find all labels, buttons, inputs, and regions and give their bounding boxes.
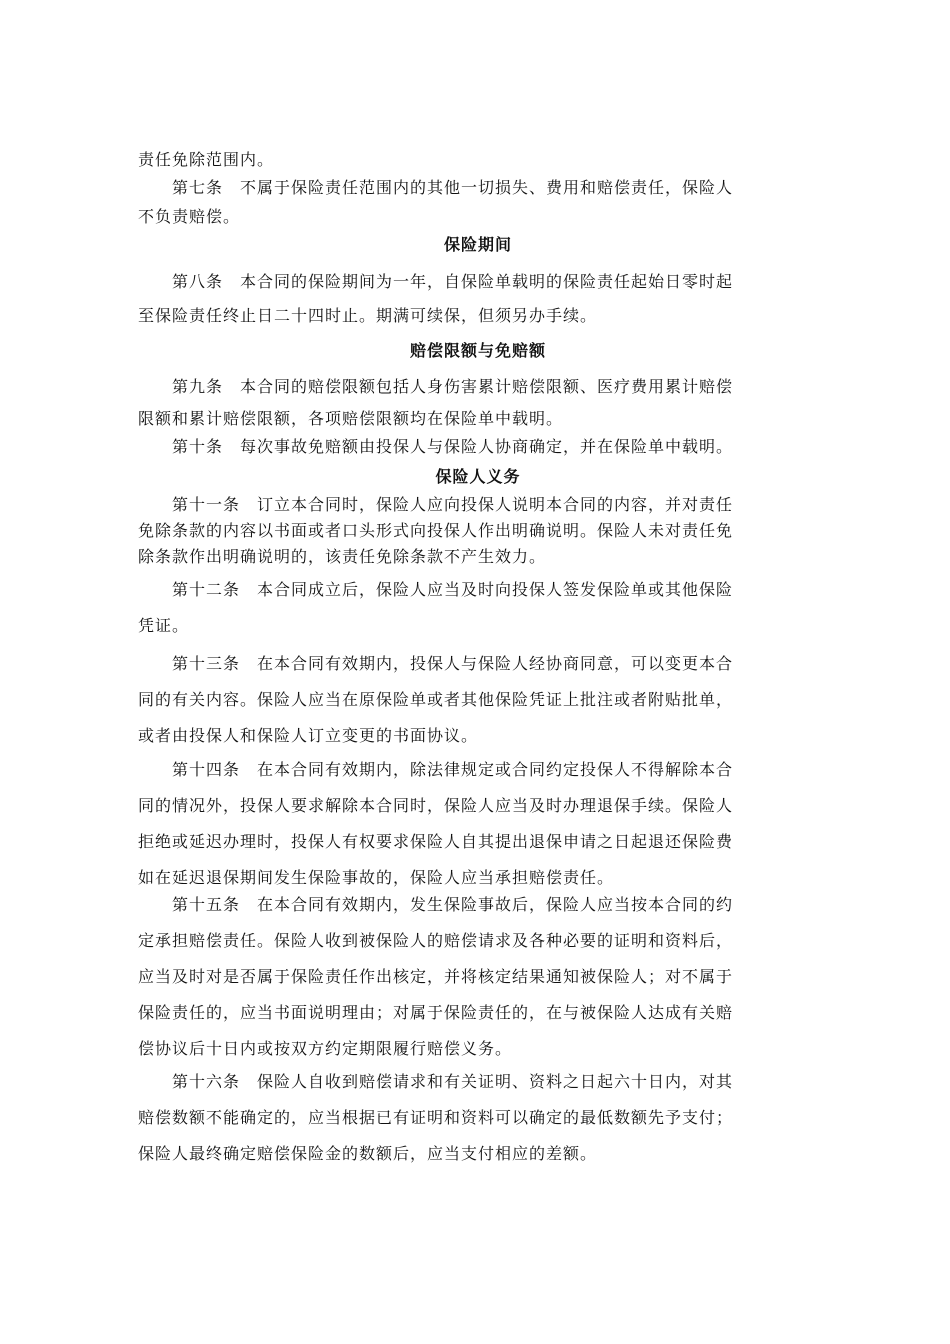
- text-line: 定承担赔偿责任。保险人收到被保险人的赔偿请求及各种必要的证明和资料后，: [138, 931, 734, 950]
- section-heading-limits: 赔偿限额与免赔额: [409, 341, 546, 360]
- text-line: 限额和累计赔偿限额，各项赔偿限额均在保险单中载明。: [138, 409, 564, 428]
- text-line: 第十三条 在本合同有效期内，投保人与保险人经协商同意，可以变更本合: [138, 654, 734, 673]
- text-line: 第十五条 在本合同有效期内，发生保险事故后，保险人应当按本合同的约: [138, 895, 734, 914]
- text-line: 偿协议后十日内或按双方约定期限履行赔偿义务。: [138, 1039, 513, 1058]
- text-line: 保险责任的，应当书面说明理由；对属于保险责任的，在与被保险人达成有关赔: [138, 1003, 734, 1022]
- paragraph-article-8: [138, 265, 818, 333]
- paragraph-article-16: [138, 1064, 818, 1172]
- text-line: 如在延迟退保期间发生保险事故的，保险人应当承担赔偿责任。: [138, 868, 615, 887]
- text-line: 第十一条 订立本合同时，保险人应向投保人说明本合同的内容，并对责任: [138, 495, 734, 514]
- text-line: 或者由投保人和保险人订立变更的书面协议。: [138, 726, 479, 745]
- paragraph-article-9: [138, 371, 818, 435]
- paragraph-article-10: [138, 433, 818, 461]
- text-line: 同的有关内容。保险人应当在原保险单或者其他保险凭证上批注或者附贴批单，: [138, 690, 734, 709]
- text-line: 保险人最终确定赔偿保险金的数额后，应当支付相应的差额。: [138, 1144, 598, 1163]
- text-line: 责任免除范围内。: [138, 150, 275, 169]
- text-line: 第九条 本合同的赔偿限额包括人身伤害累计赔偿限额、医疗费用累计赔偿: [138, 377, 734, 396]
- section-heading-period: 保险期间: [443, 235, 512, 254]
- text-line: 除条款作出明确说明的，该责任免除条款不产生效力。: [138, 547, 547, 566]
- text-line: 不负责赔偿。: [138, 207, 241, 226]
- section-heading-duties: 保险人义务: [435, 467, 521, 486]
- text-line: 第十二条 本合同成立后，保险人应当及时向投保人签发保险单或其他保险: [138, 580, 734, 599]
- paragraph-article-12: [138, 572, 818, 644]
- paragraph-article-15: [138, 887, 818, 1067]
- paragraph-article-11: [138, 492, 818, 570]
- text-line: 第七条 不属于保险责任范围内的其他一切损失、费用和赔偿责任，保险人: [138, 178, 734, 197]
- text-line: 第十条 每次事故免赔额由投保人与保险人协商确定，并在保险单中载明。: [138, 437, 734, 456]
- text-line: 第十六条 保险人自收到赔偿请求和有关证明、资料之日起六十日内，对其: [138, 1072, 734, 1091]
- text-line: 免除条款的内容以书面或者口头形式向投保人作出明确说明。保险人未对责任免: [138, 521, 734, 540]
- paragraph-article-6-end: [138, 147, 818, 173]
- text-line: 拒绝或延迟办理时，投保人有权要求保险人自其提出退保申请之日起退还保险费: [138, 832, 734, 851]
- text-line: 凭证。: [138, 616, 190, 635]
- paragraph-article-14: [138, 752, 818, 896]
- paragraph-article-13: [138, 646, 818, 754]
- text-line: 赔偿数额不能确定的，应当根据已有证明和资料可以确定的最低数额先予支付；: [138, 1108, 734, 1127]
- text-line: 第十四条 在本合同有效期内，除法律规定或合同约定投保人不得解除本合: [138, 760, 734, 779]
- text-line: 第八条 本合同的保险期间为一年，自保险单载明的保险责任起始日零时起: [138, 272, 734, 291]
- text-line: 应当及时对是否属于保险责任作出核定，并将核定结果通知被保险人；对不属于: [138, 967, 734, 986]
- text-line: 至保险责任终止日二十四时止。期满可续保，但须另办手续。: [138, 306, 598, 325]
- paragraph-article-7: [138, 173, 818, 231]
- text-line: 同的情况外，投保人要求解除本合同时，保险人应当及时办理退保手续。保险人: [138, 796, 734, 815]
